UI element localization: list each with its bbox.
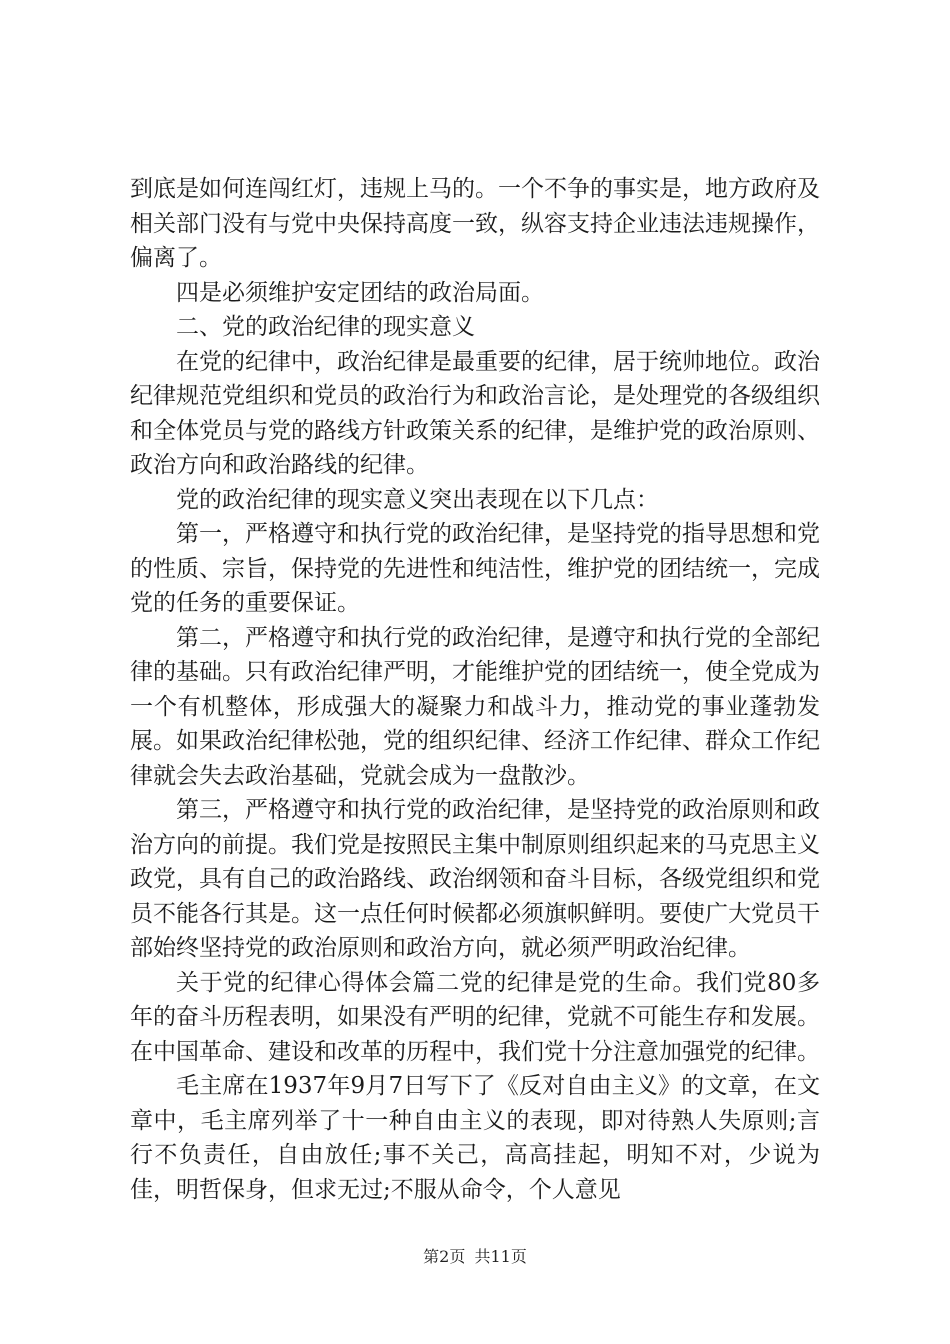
page-total: 共11页 [474,1247,527,1266]
page-footer [0,1244,950,1267]
paragraph: 在党的纪律中，政治纪律是最重要的纪律，居于统帅地位。政治纪律规范党组织和党员的政治行为和政治言论，是处理党的各级组织和全体党员与党的路线方针政策关系的纪律，是维护党的政治原则、政治方向和政治路线的纪律。 [130,348,820,478]
paragraph: 毛主席在1937年9月7日写下了《反对自由主义》的文章，在文章中，毛主席列举了十一种自由主义的表现，即对待熟人失原则;言行不负责任，自由放任;事不关己，高高挂起，明知不对，少说为佳，明哲保身，但求无过;不服从命令，个人意见 [130,1073,820,1203]
paragraph-continuation: 到底是如何连闯红灯，违规上马的。一个不争的事实是，地方政府及相关部门没有与党中央保持高度一致，纵容支持企业违法违规操作，偏离了。 [130,176,820,271]
paragraph: 四是必须维护安定团结的政治局面。 [176,279,544,306]
document-body [130,172,820,1207]
paragraph: 党的政治纪律的现实意义突出表现在以下几点： [176,486,659,513]
paragraph: 第三，严格遵守和执行党的政治纪律，是坚持党的政治原则和政治方向的前提。我们党是按照民主集中制原则组织起来的马克思主义政党，具有自己的政治路线、政治纲领和奋斗目标，各级党组织和党员不能各行其是。这一点任何时候都必须旗帜鲜明。要使广大党员干部始终坚持党的政治原则和政治方向，就必须严明政治纪律。 [130,797,820,961]
paragraph: 第一，严格遵守和执行党的政治纪律，是坚持党的指导思想和党的性质、宗旨，保持党的先进性和纯洁性，维护党的团结统一，完成党的任务的重要保证。 [130,521,820,616]
page-number: 第2页 [423,1247,466,1266]
paragraph: 关于党的纪律心得体会篇二党的纪律是党的生命。我们党80多年的奋斗历程表明，如果没有严明的纪律，党就不可能生存和发展。在中国革命、建设和改革的历程中，我们党十分注意加强党的纪律。 [130,969,820,1065]
paragraph: 第二，严格遵守和执行党的政治纪律，是遵守和执行党的全部纪律的基础。只有政治纪律严明，才能维护党的团结统一，使全党成为一个有机整体，形成强大的凝聚力和战斗力，推动党的事业蓬勃发展。如果政治纪律松弛，党的组织纪律、经济工作纪律、群众工作纪律就会失去政治基础，党就会成为一盘散沙。 [130,624,820,789]
section-heading: 二、党的政治纪律的现实意义 [176,314,475,340]
